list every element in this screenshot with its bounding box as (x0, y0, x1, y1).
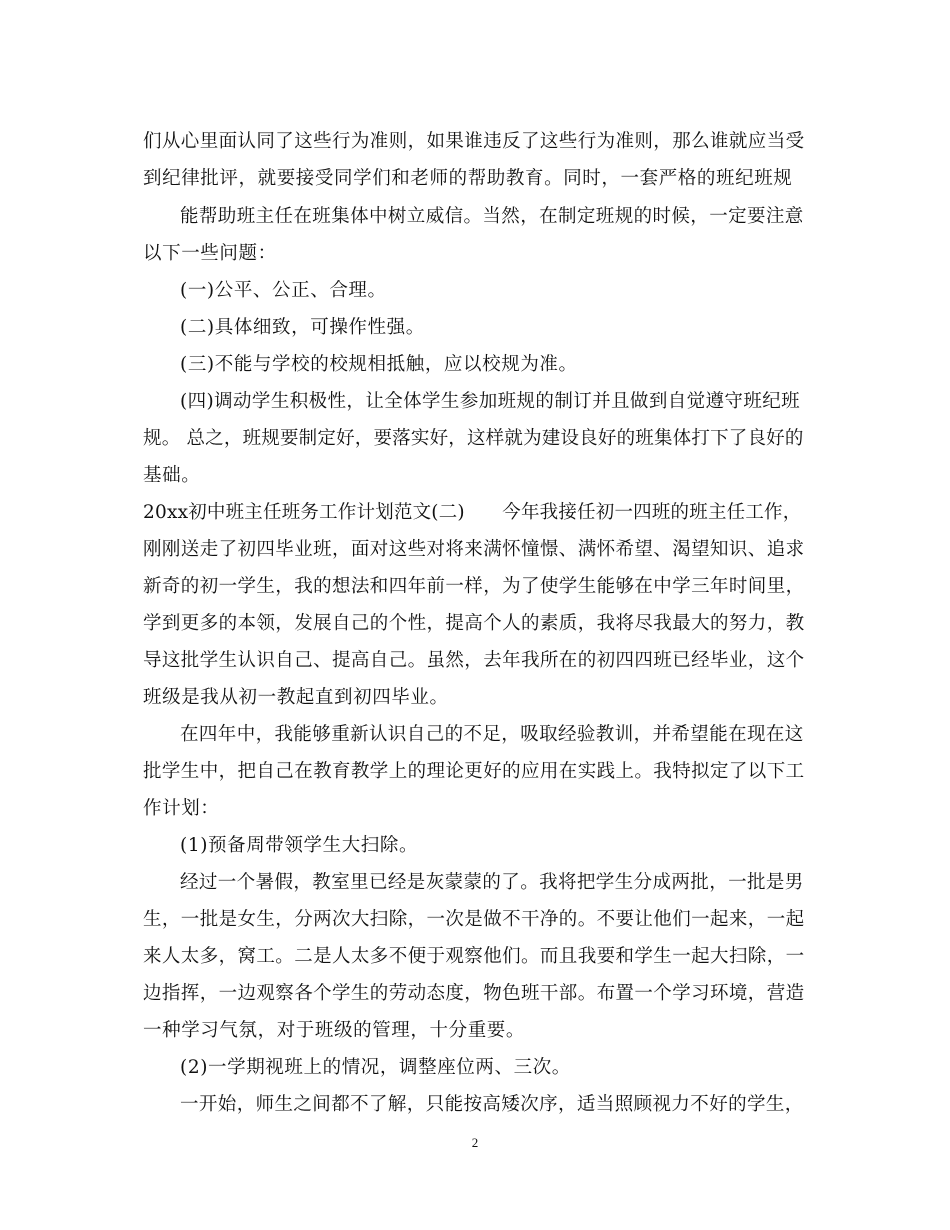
text-line: 边指挥，一边观察各个学生的劳动态度，物色班干部。布置一个学习环境，营造 (143, 983, 805, 1004)
page-number: 2 (471, 1135, 479, 1150)
text-line: (2)一学期视班上的情况，调整座位两、三次。 (180, 1057, 571, 1078)
text-line: 经过一个暑假，教室里已经是灰蒙蒙的了。我将把学生分成两批，一批是男 (180, 872, 804, 893)
text-line: 导这批学生认识自己、提高自己。虽然，去年我所在的初四四班已经毕业，这个 (143, 650, 805, 671)
text-line: 班级是我从初一教起直到初四毕业。 (143, 687, 449, 708)
section-heading-line: 20xx初中班主任班务工作计划范文(二) 今年我接任初一四班的班主任工作， (143, 502, 802, 523)
text-line: 在四年中，我能够重新认识自己的不足，吸取经验教训，并希望能在现在这 (180, 724, 804, 745)
text-line: 能帮助班主任在班集体中树立威信。当然，在制定班规的时候，一定要注意 (180, 206, 804, 227)
text-line: (一)公平、公正、合理。 (180, 280, 387, 301)
text-line: 新奇的初一学生，我的想法和四年前一样，为了使学生能够在中学三年时间里， (143, 576, 805, 597)
text-line: 作计划： (143, 798, 220, 819)
text-line: 来人太多，窝工。二是人太多不便于观察他们。而且我要和学生一起大扫除，一 (143, 946, 805, 967)
text-line: 批学生中，把自己在教育教学上的理论更好的应用在实践上。我特拟定了以下工 (143, 761, 805, 782)
text-line: (四)调动学生积极性，让全体学生参加班规的制订并且做到自觉遵守班纪班 (180, 391, 801, 412)
text-line: 以下一些问题： (143, 243, 277, 264)
text-line: (二)具体细致，可操作性强。 (180, 317, 425, 338)
text-line: 基础。 (143, 465, 201, 486)
text-line: 一开始，师生之间都不了解，只能按高矮次序，适当照顾视力不好的学生， (180, 1094, 804, 1115)
text-line: 学到更多的本领，发展自己的个性，提高个人的素质，我将尽我最大的努力，教 (143, 613, 805, 634)
text-line: 规。 总之，班规要制定好，要落实好，这样就为建设良好的班集体打下了良好的 (143, 428, 804, 449)
text-line: 一种学习气氛，对于班级的管理，十分重要。 (143, 1020, 526, 1041)
text-line: 刚刚送走了初四毕业班，面对这些对将来满怀憧憬、满怀希望、渴望知识、追求 (143, 539, 805, 560)
text-line: (三)不能与学校的校规相抵触，应以校规为准。 (180, 354, 578, 375)
text-line: 们从心里面认同了这些行为准则，如果谁违反了这些行为准则，那么谁就应当受 (143, 131, 805, 152)
text-line: 到纪律批评，就要接受同学们和老师的帮助教育。同时，一套严格的班纪班规 (143, 168, 793, 189)
text-line: (1)预备周带领学生大扫除。 (180, 835, 419, 856)
text-line: 生，一批是女生，分两次大扫除，一次是做不干净的。不要让他们一起来，一起 (143, 909, 805, 930)
